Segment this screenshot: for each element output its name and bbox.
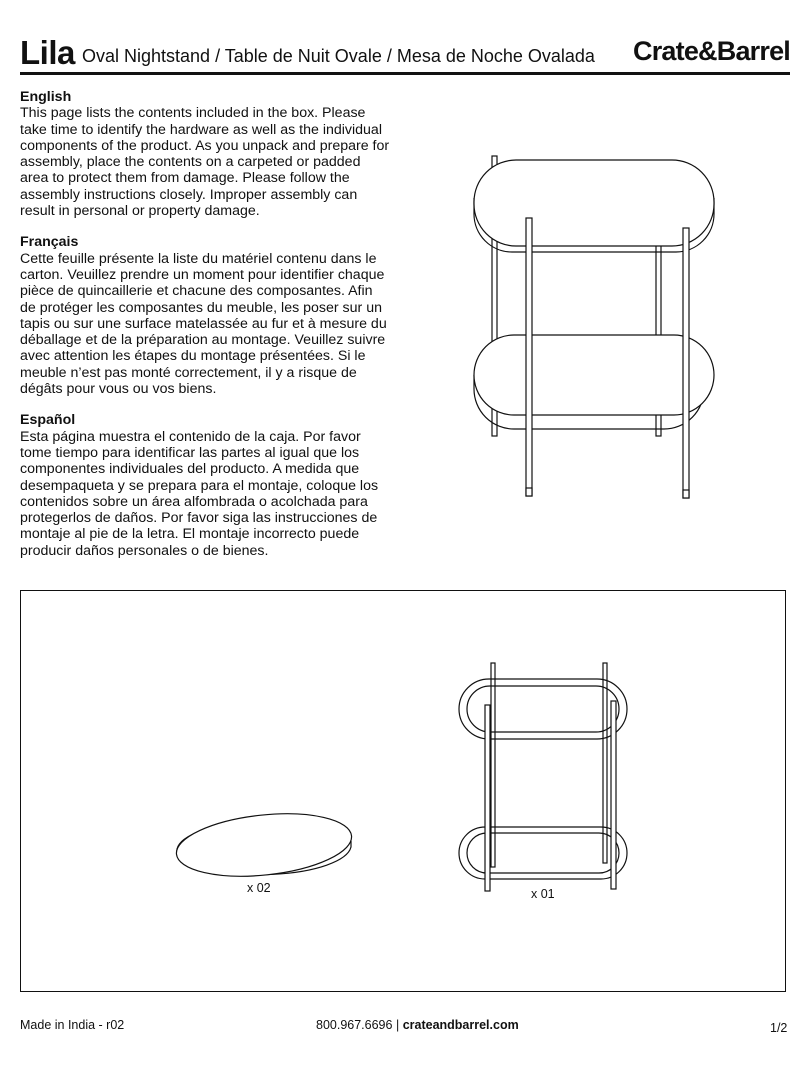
- oval-tabletop-panel-icon: [169, 805, 359, 885]
- oval-metal-frame-icon: [453, 659, 633, 897]
- nightstand-drawing-icon: [460, 150, 730, 510]
- footer-origin: Made in India - r02: [20, 1018, 125, 1032]
- page-header: [20, 32, 790, 75]
- french-heading: Français: [20, 234, 79, 251]
- spanish-heading: Español: [20, 412, 76, 429]
- footer-website-link[interactable]: crateandbarrel.com: [402, 1018, 519, 1032]
- footer-separator: |: [395, 1018, 400, 1032]
- french-section: [20, 234, 390, 397]
- intro-text: [20, 89, 390, 574]
- page-number: 1/2: [770, 1021, 788, 1035]
- box-contents-panel: [20, 590, 786, 992]
- part-oval-top: [169, 805, 359, 885]
- brand-logo: Crate&Barrel: [633, 36, 790, 66]
- english-heading: English: [20, 89, 72, 105]
- spanish-body: Esta página muestra el contenido de la caja. Por favor tome tiempo para identificar las partes al igual que los componentes individuales del producto. A medida que desempaqueta y se prepara para el montaje, coloque los contenidos sobre un área alfombrada o acolchada para protegerlos de daños. Por favor siga las instrucciones de montaje al pie de la letra. El montaje incorrecto puede producir daños personales o de bienes.: [20, 428, 379, 559]
- french-body: Cette feuille présente la liste du matériel contenu dans le carton. Veuillez prendre un moment pour identifier chaque pièce de quincaillerie et chacune des composantes. Afin de protéger les composantes du meuble, les poser sur un tapis ou sur une surface matelassée au fur et à mesure du déballage et de la préparation au montage. Veuillez suivre avec attention les étapes du montage présentées. Si le meuble n’est pas monté correctement, il y a risque de dégâts pour vous ou vos biens.: [20, 250, 387, 398]
- footer-phone: 800.967.6696: [316, 1018, 393, 1032]
- quantity-label-top: x 02: [247, 881, 271, 895]
- assembled-nightstand-illustration: [460, 150, 730, 510]
- english-section: [20, 89, 390, 219]
- product-subtitle: Oval Nightstand / Table de Nuit Ovale / Mesa de Noche Ovalada: [82, 46, 595, 66]
- footer-contact: [316, 1018, 519, 1032]
- product-name: Lila: [20, 34, 75, 71]
- part-metal-frame: [453, 659, 633, 897]
- english-body: This page lists the contents included in the box. Please take time to identify the hardware as well as the individual components of the product. As you unpack and prepare for assembly, place the contents on a carpeted or padded area to protect them from damage. Please follow the assembly instructions closely. Improper assembly can result in personal or property damage.: [20, 105, 390, 220]
- spanish-section: [20, 412, 390, 559]
- quantity-label-frame: x 01: [531, 887, 555, 901]
